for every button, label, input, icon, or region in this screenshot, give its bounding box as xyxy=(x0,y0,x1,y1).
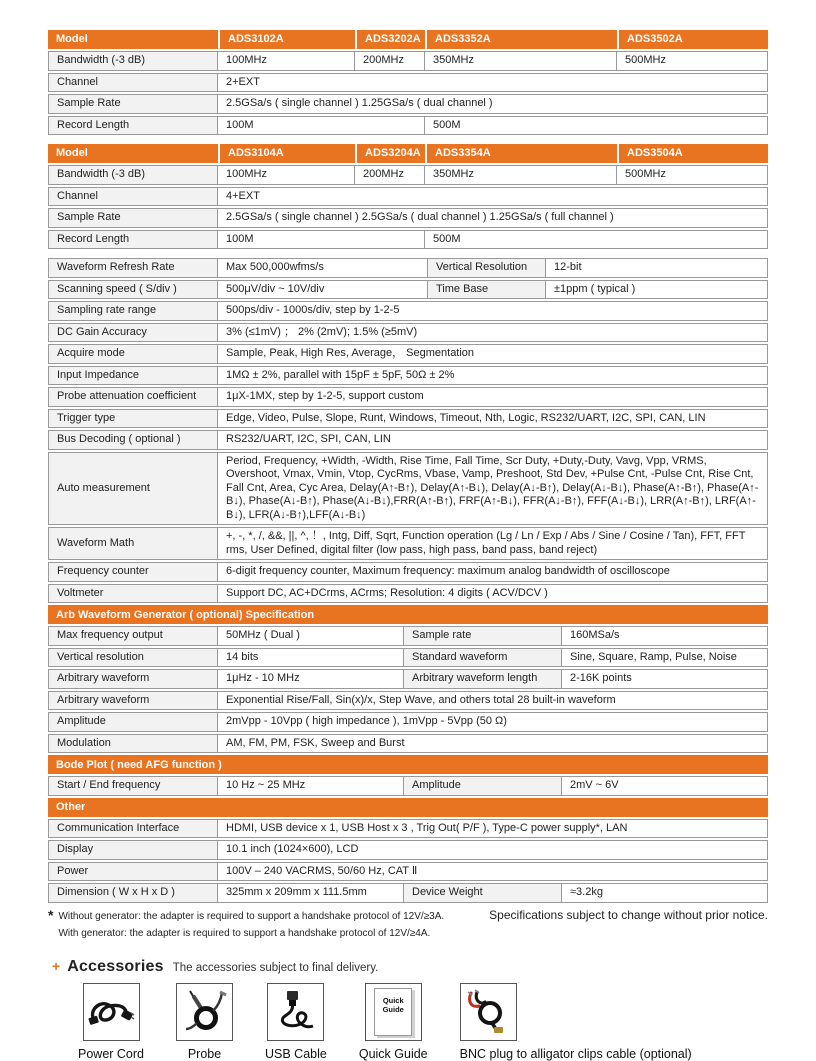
accessory-item xyxy=(359,983,428,1061)
model-table-2ch xyxy=(48,30,768,135)
spec-value: 10 Hz ~ 25 MHz xyxy=(218,776,404,796)
spec-label: Start / End frequency xyxy=(48,776,218,796)
model-name: ADS3102A xyxy=(218,30,355,49)
accessory-item xyxy=(460,983,692,1061)
spec-label: Sample Rate xyxy=(48,94,218,114)
spec-label: Probe attenuation coefficient xyxy=(48,387,218,407)
section-header: Bode Plot ( need AFG function ) xyxy=(48,755,768,774)
other-specs xyxy=(48,798,768,903)
quick-guide-icon xyxy=(365,983,422,1041)
spec-value: Edge, Video, Pulse, Slope, Runt, Windows, Timeout, Nth, Logic, RS232/UART, I2C, SPI, CAN, LIN xyxy=(218,409,768,429)
spec-label: Sample Rate xyxy=(48,208,218,228)
spec-label: Vertical resolution xyxy=(48,648,218,668)
plus-icon: + xyxy=(52,957,61,974)
table-row xyxy=(48,258,768,278)
spec-value: HDMI, USB device x 1, USB Host x 3 , Trig Out( P/F ), Type-C power supply*, LAN xyxy=(218,819,768,839)
spec-label: Max frequency output xyxy=(48,626,218,646)
power-cord-icon xyxy=(83,983,140,1041)
spec-label: Bandwidth (-3 dB) xyxy=(48,165,218,185)
probe-icon xyxy=(176,983,233,1041)
table-row xyxy=(48,883,768,903)
model-name: ADS3202A xyxy=(355,30,425,49)
accessories-subtitle: The accessories subject to final delivery. xyxy=(172,961,379,974)
table-row xyxy=(48,527,768,560)
spec-label: Arbitrary waveform xyxy=(48,669,218,689)
spec-label: Time Base xyxy=(428,280,546,300)
table-row xyxy=(48,94,768,114)
bode-specs xyxy=(48,755,768,796)
model-name: ADS3104A xyxy=(218,144,355,163)
table-row xyxy=(48,116,768,136)
table-row xyxy=(48,562,768,582)
spec-value: 160MSa/s xyxy=(562,626,768,646)
spec-value: Max 500,000wfms/s xyxy=(218,258,428,278)
spec-label: Input Impedance xyxy=(48,366,218,386)
model-name: ADS3204A xyxy=(355,144,425,163)
awg-specs xyxy=(48,605,768,753)
table-row xyxy=(48,366,768,386)
spec-value: 2.5GSa/s ( single channel ) 2.5GSa/s ( dual channel ) 1.25GSa/s ( full channel ) xyxy=(218,208,768,228)
model-name: ADS3502A xyxy=(617,30,768,49)
spec-label: Dimension ( W x H x D ) xyxy=(48,883,218,903)
accessory-caption: USB Cable xyxy=(265,1046,327,1061)
footnote-lines xyxy=(58,908,444,942)
spec-value: 1μX-1MX, step by 1-2-5, support custom xyxy=(218,387,768,407)
table-row xyxy=(48,712,768,732)
spec-label: Waveform Refresh Rate xyxy=(48,258,218,278)
model-column-label: Model xyxy=(48,30,218,49)
spec-value: 6-digit frequency counter, Maximum frequency: maximum analog bandwidth of oscilloscope xyxy=(218,562,768,582)
table-row xyxy=(48,584,768,604)
spec-label: Display xyxy=(48,840,218,860)
spec-label: Sampling rate range xyxy=(48,301,218,321)
spec-label: Bandwidth (-3 dB) xyxy=(48,51,218,71)
table-row xyxy=(48,840,768,860)
table-row xyxy=(48,323,768,343)
spec-value: 2-16K points xyxy=(562,669,768,689)
table-row xyxy=(48,691,768,711)
spec-label: Trigger type xyxy=(48,409,218,429)
accessory-item xyxy=(176,983,233,1061)
table-row xyxy=(48,187,768,207)
spec-value: 200MHz xyxy=(355,165,425,185)
footnote-line-2: With generator: the adapter is required to support a handshake protocol of 12V/≥4A. xyxy=(58,927,431,939)
spec-value: 3% (≤1mV) ； 2% (2mV); 1.5% (≥5mV) xyxy=(218,323,768,343)
spec-value: 2+EXT xyxy=(218,73,768,93)
spec-value: 1MΩ ± 2%, parallel with 15pF ± 5pF, 50Ω ± 2% xyxy=(218,366,768,386)
table-row xyxy=(48,230,768,250)
accessories-list xyxy=(78,983,768,1061)
model-name: ADS3504A xyxy=(617,144,768,163)
spec-value: RS232/UART, I2C, SPI, CAN, LIN xyxy=(218,430,768,450)
model-name: ADS3352A xyxy=(425,30,617,49)
asterisk-icon: * xyxy=(48,906,54,923)
spec-label: Bus Decoding ( optional ) xyxy=(48,430,218,450)
table-row xyxy=(48,452,768,526)
spec-value: 500M xyxy=(425,116,768,136)
spec-value: 500MHz xyxy=(617,51,768,71)
spec-value: 12-bit xyxy=(546,258,768,278)
table-row xyxy=(48,280,768,300)
spec-sheet xyxy=(48,30,768,1061)
spec-value: AM, FM, PM, FSK, Sweep and Burst xyxy=(218,734,768,754)
spec-label: Channel xyxy=(48,187,218,207)
table-row xyxy=(48,208,768,228)
accessory-caption: Quick Guide xyxy=(358,1046,428,1061)
spec-label: Sample rate xyxy=(404,626,562,646)
spec-label: DC Gain Accuracy xyxy=(48,323,218,343)
spec-value: Sample, Peak, High Res, Average， Segmentation xyxy=(218,344,768,364)
spec-label: Acquire mode xyxy=(48,344,218,364)
spec-value: 500M xyxy=(425,230,768,250)
footnote-line-1: Without generator: the adapter is required to support a handshake protocol of 12V/≥3A. xyxy=(58,910,445,922)
model-name: ADS3354A xyxy=(425,144,617,163)
section-header: Arb Waveform Generator ( optional) Specification xyxy=(48,605,768,624)
spec-value: 100M xyxy=(218,230,425,250)
spec-label: Vertical Resolution xyxy=(428,258,546,278)
spec-value: 10.1 inch (1024×600), LCD xyxy=(218,840,768,860)
footnote-right: Specifications subject to change without prior notice. xyxy=(489,907,768,922)
spec-value: 14 bits xyxy=(218,648,404,668)
table-row xyxy=(48,301,768,321)
spec-label: Record Length xyxy=(48,116,218,136)
table-row xyxy=(48,819,768,839)
spec-label: Power xyxy=(48,862,218,882)
spec-value: 100MHz xyxy=(218,165,355,185)
table-row xyxy=(48,430,768,450)
spec-label: Waveform Math xyxy=(48,527,218,560)
spec-value: 500μV/div ~ 10V/div xyxy=(218,280,428,300)
model-header-row xyxy=(48,30,768,49)
bnc-cable-icon xyxy=(460,983,517,1041)
spec-value: ±1ppm ( typical ) xyxy=(546,280,768,300)
spec-tables xyxy=(48,30,768,903)
model-header-row xyxy=(48,144,768,163)
table-row xyxy=(48,626,768,646)
spec-label: Frequency counter xyxy=(48,562,218,582)
spec-label: Modulation xyxy=(48,734,218,754)
table-row xyxy=(48,165,768,185)
spec-value: 2mVpp - 10Vpp ( high impedance ), 1mVpp - 5Vpp (50 Ω) xyxy=(218,712,768,732)
spec-label: Standard waveform xyxy=(404,648,562,668)
model-column-label: Model xyxy=(48,144,218,163)
model-table-4ch xyxy=(48,144,768,249)
spec-label: Communication Interface xyxy=(48,819,218,839)
spec-label: Voltmeter xyxy=(48,584,218,604)
accessory-caption: Probe xyxy=(187,1046,222,1061)
table-row xyxy=(48,51,768,71)
spec-value: 50MHz ( Dual ) xyxy=(218,626,404,646)
table-row xyxy=(48,648,768,668)
section-header: Other xyxy=(48,798,768,817)
spec-value: 200MHz xyxy=(355,51,425,71)
spec-value: 2.5GSa/s ( single channel ) 1.25GSa/s ( dual channel ) xyxy=(218,94,768,114)
table-row xyxy=(48,387,768,407)
spec-value: Exponential Rise/Fall, Sin(x)/x, Step Wave, and others total 28 built-in waveform xyxy=(218,691,768,711)
accessories-section xyxy=(52,958,768,1061)
spec-label: Arbitrary waveform length xyxy=(404,669,562,689)
spec-value: Support DC, AC+DCrms, ACrms; Resolution: 4 digits ( ACV/DCV ) xyxy=(218,584,768,604)
table-row xyxy=(48,734,768,754)
spec-value: Sine, Square, Ramp, Pulse, Noise xyxy=(562,648,768,668)
table-row xyxy=(48,344,768,364)
spec-value: ≈3.2kg xyxy=(562,883,768,903)
spec-value: 500ps/div - 1000s/div, step by 1-2-5 xyxy=(218,301,768,321)
spec-value: 350MHz xyxy=(425,165,617,185)
footnote-left xyxy=(48,908,444,942)
accessory-caption: Power Cord xyxy=(78,1046,144,1061)
spec-value: 1μHz - 10 MHz xyxy=(218,669,404,689)
spec-label: Amplitude xyxy=(48,712,218,732)
accessory-caption: BNC plug to alligator clips cable (optional) xyxy=(459,1046,692,1061)
spec-value: 500MHz xyxy=(617,165,768,185)
accessories-title: Accessories xyxy=(67,957,164,975)
booklet-cover: Quick Guide xyxy=(374,988,412,1036)
spec-value: 100M xyxy=(218,116,425,136)
footnotes xyxy=(48,908,768,942)
spec-label: Amplitude xyxy=(404,776,562,796)
table-row xyxy=(48,409,768,429)
spec-value: 350MHz xyxy=(425,51,617,71)
usb-cable-icon xyxy=(267,983,324,1041)
accessory-item xyxy=(78,983,144,1061)
spec-value: Period, Frequency, +Width, -Width, Rise Time, Fall Time, Scr Duty, +Duty,-Duty, Vavg, Vpp, VRMS, Overshoot, Vmax, Vmin, Vtop, CycRms, Vbase, Vamp, Preshoot, Std Dev, +Pulse Cnt, -Pulse Cnt, Rise Cnt, Fall Cnt, Area, Cyc Area, Delay(A↑-B↑), Delay(A↑-B↓), Delay(A↓-B↑), Delay(A↓-B↓), Phase(A↑-B↑), Phase(A↑-B↓), Phase(A↓-B↑), Phase(A↓-B↓),FRR(A↑-B↑), FRF(A↑-B↓), FFR(A↓-B↑), FFF(A↓-B↓), LRR(A↑-B↑), LRF(A↑-B↓), LFR(A↓-B↑),LFF(A↓-B↓) xyxy=(218,452,768,526)
table-row xyxy=(48,669,768,689)
spec-label: Auto measurement xyxy=(48,452,218,526)
spec-value: 100MHz xyxy=(218,51,355,71)
spec-label: Record Length xyxy=(48,230,218,250)
table-row xyxy=(48,776,768,796)
table-row xyxy=(48,73,768,93)
accessory-item xyxy=(265,983,327,1061)
spec-label: Arbitrary waveform xyxy=(48,691,218,711)
spec-label: Device Weight xyxy=(404,883,562,903)
spec-value: +, -, *, /, &&, ||, ^, ！, Intg, Diff, Sqrt, Function operation (Lg / Ln / Exp / Abs / Sine / Cosine / Tan), FFT, FFT rms, User Defined, digital filter (low pass, high pass, band pass, band reject) xyxy=(218,527,768,560)
general-specs xyxy=(48,258,768,603)
spec-value: 4+EXT xyxy=(218,187,768,207)
spec-label: Channel xyxy=(48,73,218,93)
table-row xyxy=(48,862,768,882)
spec-value: 2mV ~ 6V xyxy=(562,776,768,796)
accessories-header xyxy=(52,958,768,976)
spec-label: Scanning speed ( S/div ) xyxy=(48,280,218,300)
spec-value: 100V – 240 VACRMS, 50/60 Hz, CAT Ⅱ xyxy=(218,862,768,882)
spec-value: 325mm x 209mm x 111.5mm xyxy=(218,883,404,903)
